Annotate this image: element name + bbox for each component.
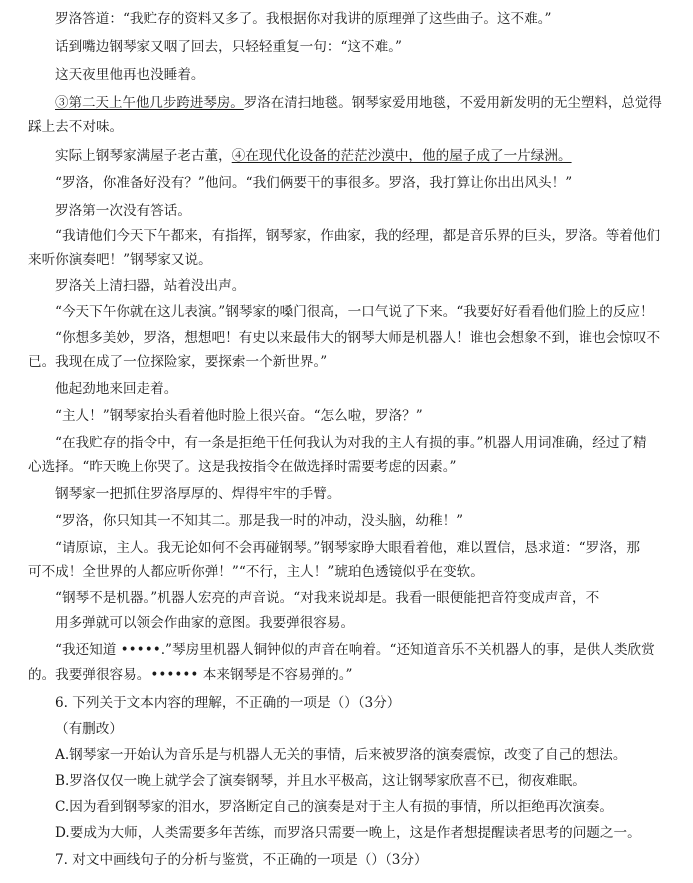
text-line: 罗洛第一次没有答话。 [55,203,191,219]
source-note: （有删改） [55,721,123,737]
option-d: D.要成为大师，人类需要多年苦练，而罗洛只需要一晚上，这是作者想提醒读者思考的问题之一。 [55,825,641,841]
text-line: “主人！”钢琴家抬头看着他时脸上很兴奋。“怎么啦，罗洛？” [55,408,423,424]
text-line: 来听你演奏吧！”钢琴家又说。 [28,252,212,268]
underlined-sentence-3-line [55,94,665,112]
underlined-sentence-4-line [55,147,665,165]
option-a: A.钢琴家一开始认为音乐是与机器人无关的事情，后来被罗洛的演奏震惊，改变了自己的想法。 [55,747,627,763]
text-line: 可不成！全世界的人都应听你弹！”“不行，主人！”琥珀色透镜似乎在变软。 [28,564,484,580]
text-line: 罗洛答道：“我贮存的资料又多了。我根据你对我讲的原理弹了这些曲子。这不难。” [55,11,552,27]
text-line: “罗洛，你只知其一不知其二。那是我一时的冲动，没头脑，幼稚！” [55,513,464,529]
text-line: 已。我现在成了一位探险家，要探索一个新世界。” [28,354,328,370]
text-line: 这天夜里他再也没睡着。 [55,67,205,83]
text-line: 踩上去不对味。 [28,119,124,135]
option-b: B.罗洛仅仅一晚上就学会了演奏钢琴，并且水平极高，这让钢琴家欣喜不已，彻夜难眠。 [55,773,586,789]
text-line: 话到嘴边钢琴家又咽了回去，只轻轻重复一句：“这不难。” [55,39,402,55]
text-line: 他起劲地来回走着。 [55,381,178,397]
text-line: “我请他们今天下午都来，有指挥，钢琴家，作曲家，我的经理，都是音乐界的巨头，罗洛。等着他们 [55,228,661,244]
text-fragment: 实际上钢琴家满屋子老古董， [55,148,232,164]
underlined-sentence-4: ④在现代化设备的茫茫沙漠中，他的屋子成了一片绿洲。 [231,148,572,164]
text-line: “钢琴不是机器。”机器人宏亮的声音说。“对我来说却是。我看一眼便能把音符变成声音，不 [55,590,600,606]
text-line: 罗洛关上清扫器，站着没出声。 [55,278,246,294]
underlined-sentence-3: ③第二天上午他几步跨进琴房。 [55,95,244,111]
text-line: 心选择。“昨天晚上你哭了。这是我按指令在做选择时需要考虑的因素。” [28,459,457,475]
text-line: “你想多美妙，罗洛，想想吧！有史以来最伟大的钢琴大师是机器人！谁也会想象不到，谁也会惊叹不 [55,330,661,346]
text-fragment: 罗洛在清扫地毯。钢琴家爱用地毯，不爱用新发明的无尘塑料，总觉得 [243,95,662,111]
text-line: 的。我要弹很容易。•••••• 本来钢琴是不容易弹的。” [28,667,353,683]
question-6-stem: 6. 下列关于文本内容的理解，不正确的一项是（）（3分） [55,695,401,711]
option-c: C.因为看到钢琴家的泪水，罗洛断定自己的演奏是对于主人有损的事情，所以拒绝再次演奏。 [55,799,613,815]
text-line: “我还知道 •••••.”琴房里机器人铜钟似的声音在响着。“还知道音乐不关机器人的事，是供人类欣赏 [55,642,655,658]
text-line: “在我贮存的指令中，有一条是拒绝干任何我认为对我的主人有损的事。”机器人用词准确，经过了精 [55,435,647,451]
text-line: 钢琴家一把抓住罗洛厚厚的、焊得牢牢的手臂。 [55,486,341,502]
text-line: “罗洛，你准备好没有？”他问。“我们俩要干的事很多。罗洛，我打算让你出出风头！” [55,175,573,191]
text-line: “请原谅，主人。我无论如何不会再碰钢琴。”钢琴家睁大眼看着他，难以置信，恳求道：“罗洛，那 [55,540,640,556]
question-7-stem: 7. 对文中画线句子的分析与鉴赏，不正确的一项是（）（3分） [55,852,428,868]
text-line: “今天下午你就在这儿表演。”钢琴家的嗓门很高，一口气说了下来。“我要好好看看他们脸上的反应！ [55,304,654,320]
text-line: 用多弹就可以领会作曲家的意图。我要弹很容易。 [55,615,355,631]
